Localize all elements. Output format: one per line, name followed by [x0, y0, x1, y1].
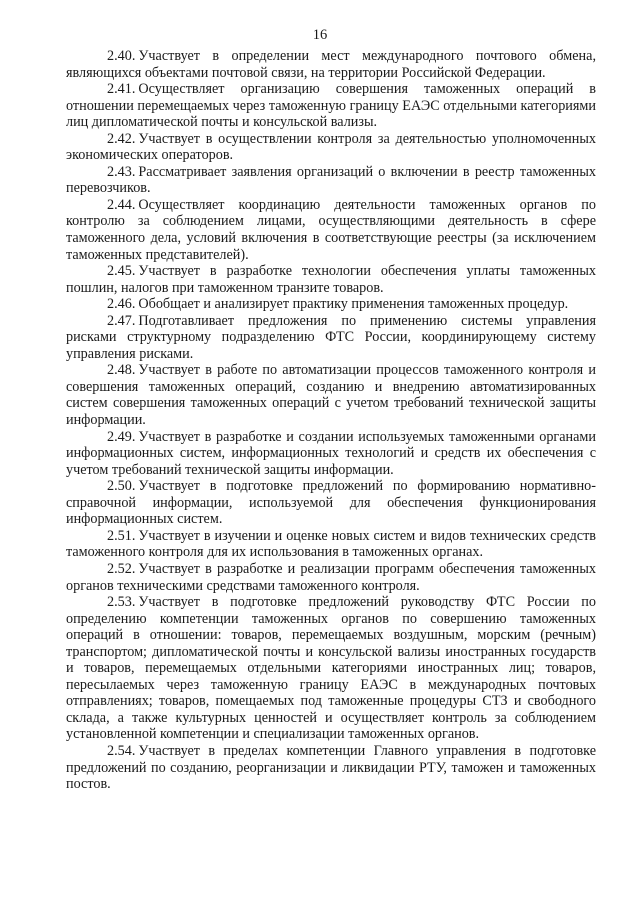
paragraph-text: Участвует в разработке и реализации программ обеспечения таможенных органов техническими средствами таможенного контроля.: [66, 560, 596, 594]
paragraph-text: Участвует в разработке технологии обеспечения уплаты таможенных пошлин, налогов при таможенном транзите товаров.: [66, 263, 596, 296]
paragraph-text: Осуществляет координацию деятельности таможенных органов по контролю за соблюдением лицами, осуществляющими деятельность в сфере таможенного дела, условий включения в соответствующие реестры (за исключением таможенных представителей).: [66, 196, 596, 263]
paragraph-number: 2.44.: [107, 196, 136, 213]
paragraph-item: [66, 594, 596, 743]
paragraph-number: 2.52.: [107, 560, 136, 577]
paragraph-item: [66, 429, 596, 479]
paragraph-item: [66, 743, 596, 793]
paragraph-item: [66, 478, 596, 528]
paragraph-number: 2.53.: [107, 594, 136, 611]
paragraph-text: Обобщает и анализирует практику применения таможенных процедур.: [138, 296, 569, 313]
document-body: [66, 48, 596, 793]
paragraph-item: [66, 81, 596, 131]
paragraph-text: Участвует в изучении и оценке новых систем и видов технических средств таможенного контроля для их использования в таможенных органах.: [66, 527, 596, 561]
paragraph-item: [66, 48, 596, 81]
paragraph-item: [66, 313, 596, 363]
paragraph-number: 2.50.: [107, 478, 136, 495]
paragraph-number: 2.51.: [107, 527, 136, 544]
paragraph-number: 2.42.: [107, 130, 136, 147]
paragraph-number: 2.41.: [107, 81, 136, 98]
paragraph-number: 2.43.: [107, 163, 136, 180]
paragraph-item: [66, 561, 596, 594]
paragraph-number: 2.48.: [107, 362, 136, 379]
paragraph-text: Участвует в пределах компетенции Главного управления в подготовке предложений по созданию, реорганизации и ликвидации РТУ, таможен и таможенных постов.: [66, 742, 596, 793]
paragraph-item: [66, 131, 596, 164]
paragraph-text: Участвует в работе по автоматизации процессов таможенного контроля и совершения таможенных операций, созданию и внедрению автоматизированных систем совершения таможенных операций с учетом требований технической защиты информации.: [66, 362, 596, 429]
paragraph-number: 2.45.: [107, 263, 136, 280]
paragraph-text: Подготавливает предложения по применению системы управления рисками структурному подразделению ФТС России, координирующему систему управления рисками.: [66, 312, 596, 362]
paragraph-text: Участвует в осуществлении контроля за деятельностью уполномоченных экономических операторов.: [66, 130, 596, 164]
paragraph-number: 2.46.: [107, 296, 136, 313]
paragraph-item: [66, 362, 596, 428]
paragraph-item: [66, 528, 596, 561]
paragraph-item: [66, 164, 596, 197]
paragraph-item: [66, 296, 596, 313]
paragraph-text: Участвует в разработке и создании используемых таможенными органами информационных систем, информационных технологий и средств их обеспечения с учетом требований технической защиты информации.: [66, 428, 596, 478]
page-number: 16: [312, 27, 328, 43]
paragraph-text: Рассматривает заявления организаций о включении в реестр таможенных перевозчиков.: [66, 163, 596, 197]
paragraph-text: Участвует в определении мест международного почтового обмена, являющихся объектами почтовой связи, на территории Российской Федерации.: [66, 48, 596, 81]
paragraph-number: 2.47.: [107, 312, 136, 329]
paragraph-number: 2.54.: [107, 742, 136, 759]
paragraph-number: 2.49.: [107, 428, 136, 445]
paragraph-number: 2.40.: [107, 48, 136, 64]
paragraph-text: Участвует в подготовке предложений руководству ФТС России по определению компетенции таможенных органов по совершению таможенных операций в отношении: товаров, перемещаемых воздушным, морским (речным) транспортом; дипломатической почты и консульской вализы иностранных государств и товаров, перемещаемых отдельными категориями иностранных лиц; товаров, пересылаемых через таможенную границу ЕАЭС в международных почтовых отправлениях; товаров, помещаемых под таможенные процедуры СТЗ и свободного склада, а также культурных ценностей и осуществляет контроль за соблюдением установленной компетенции и специализации таможенных органов.: [66, 594, 596, 743]
paragraph-item: [66, 197, 596, 263]
paragraph-text: Осуществляет организацию совершения таможенных операций в отношении перемещаемых через таможенную границу ЕАЭС отдельными категориями лиц дипломатической почты и консульской вализы.: [66, 81, 596, 131]
paragraph-item: [66, 263, 596, 296]
paragraph-text: Участвует в подготовке предложений по формированию нормативно-справочной информации, используемой для обеспечения функционирования информационных систем.: [66, 478, 596, 528]
